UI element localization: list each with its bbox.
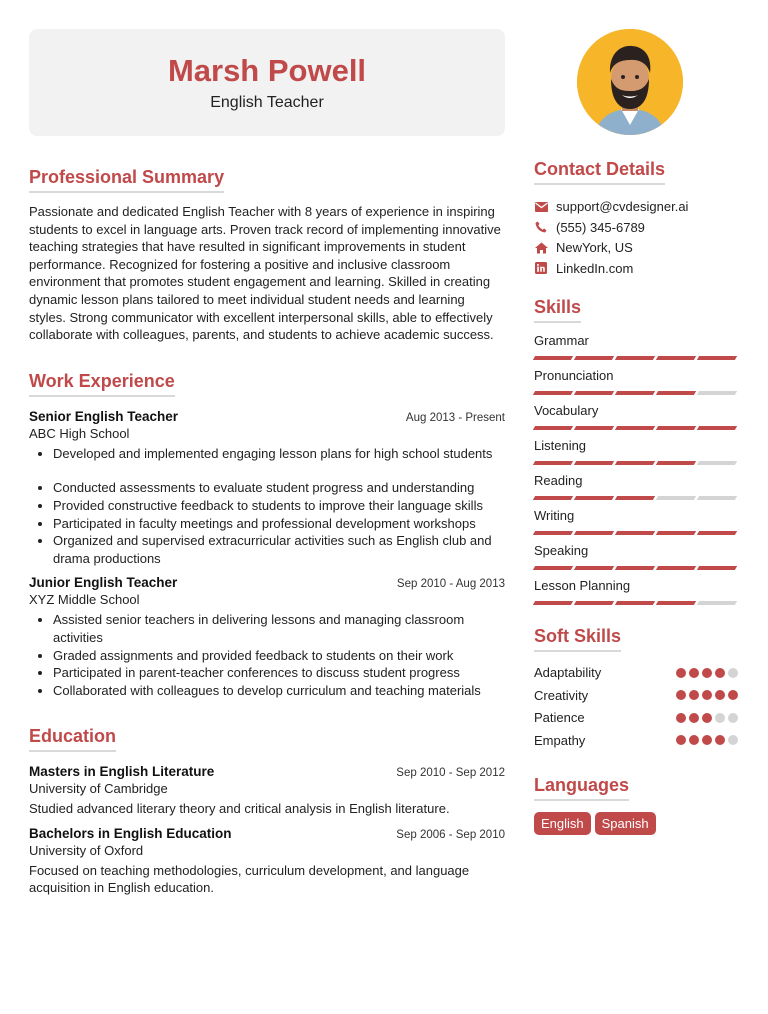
list-item: • Developed and implemented engaging lesson plans for high school students [53,445,505,463]
skill-level-bar [534,601,738,605]
skill-level-bar [534,566,738,570]
education-heading: Education [29,725,116,752]
skill-item [534,578,738,605]
job-title: Senior English Teacher [29,408,179,424]
location-text: NewYork, US [556,240,633,255]
profile-photo [577,29,683,135]
soft-skill-item [534,707,738,730]
skill-level-bar [534,426,738,430]
rating-dot [728,668,738,678]
contact-email[interactable] [534,199,738,214]
linkedin-icon [534,261,548,275]
soft-skills-list [534,662,738,752]
rating-dot [676,668,686,678]
skills-list [534,333,738,605]
skill-level-segment [615,356,655,360]
phone-text: (555) 345-6789 [556,219,645,235]
skill-level-segment [533,391,573,395]
degree-title: Bachelors in English Education [29,825,232,841]
soft-skill-name: Adaptability [534,665,602,681]
list-item: • Conducted assessments to evaluate student progress and understanding [53,479,505,497]
rating-dot [715,713,725,723]
summary-text: Passionate and dedicated English Teacher with 8 years of experience in inspiring students to excel in language arts. Proven track record of implementing innovative teaching strategies that have resulted in significant improvements in student performance. Recognized for fostering a positive and inclusive classroom environment that promotes student engagement and learning. Skilled in creating dynamic lesson plans tailored to meet individual student needs and learning styles. Strong communicator with excellent interpersonal skills, able to effectively collaborate with colleagues, parents, and students to achieve academic success. [29,204,501,343]
skill-level-segment [656,461,696,465]
school-name: University of Cambridge [29,781,168,797]
rating-dot [728,713,738,723]
skill-level-segment [533,426,573,430]
job-organization: XYZ Middle School [29,592,140,608]
language-badge: English [534,812,591,835]
skill-level-bar [534,531,738,535]
skill-item [534,508,738,535]
rating-dot [676,690,686,700]
skill-level-segment [574,426,614,430]
rating-dot [715,735,725,745]
rating-dot [689,668,699,678]
soft-skill-rating [676,690,738,700]
job-entry [29,409,505,568]
skill-level-segment [656,356,696,360]
skill-level-segment [656,496,696,500]
soft-skill-item [534,684,738,707]
soft-skill-name: Creativity [534,687,589,703]
rating-dot [702,713,712,723]
skill-level-segment [697,391,737,395]
header-banner [29,29,505,136]
skill-item [534,403,738,430]
soft-skill-rating [676,735,738,745]
list-item: • Graded assignments and provided feedback to students on their work [53,647,505,665]
summary-heading: Professional Summary [29,166,224,193]
job-title: Junior English Teacher [29,575,178,591]
soft-skill-rating [676,713,738,723]
skill-level-segment [656,566,696,570]
rating-dot [689,735,699,745]
person-portrait-icon [577,29,683,135]
phone-icon [534,220,548,234]
skill-level-segment [574,601,614,605]
list-item: • Provided constructive feedback to students to improve their language skills [53,497,505,515]
skill-level-segment [574,566,614,570]
education-entry [29,826,505,897]
skill-level-segment [697,356,737,360]
rating-dot [702,735,712,745]
skill-level-segment [615,496,655,500]
job-dates: Sep 2010 - Aug 2013 [396,578,505,591]
skill-level-segment [574,496,614,500]
skill-level-segment [656,531,696,535]
rating-dot [702,690,712,700]
skill-level-bar [534,461,738,465]
right-column [534,158,738,835]
skill-name: Speaking [534,542,589,558]
contact-location [534,240,738,255]
skill-level-segment [533,461,573,465]
home-icon [534,241,548,255]
rating-dot [702,668,712,678]
skill-level-bar [534,391,738,395]
rating-dot [728,690,738,700]
soft-skill-item [534,662,738,685]
skill-level-segment [656,601,696,605]
skill-level-segment [574,461,614,465]
skill-item [534,438,738,465]
skill-level-segment [533,356,573,360]
job-bullets [29,445,505,568]
list-item: • Participated in faculty meetings and professional development workshops [53,515,505,533]
skill-level-bar [534,356,738,360]
email-text: support@cvdesigner.ai [556,199,689,214]
language-badge: Spanish [595,812,656,835]
contact-heading: Contact Details [534,158,665,185]
skill-level-segment [656,426,696,430]
skill-level-segment [656,391,696,395]
skill-level-bar [534,496,738,500]
soft-skill-item [534,729,738,752]
skill-item [534,543,738,570]
candidate-title: English Teacher [210,94,324,111]
job-dates: Aug 2013 - Present [405,411,505,424]
skill-level-segment [615,391,655,395]
skill-name: Reading [534,472,583,488]
soft-skill-rating [676,668,738,678]
rating-dot [715,668,725,678]
skill-level-segment [697,601,737,605]
linkedin-text: LinkedIn.com [556,260,634,276]
skill-name: Lesson Planning [534,577,631,593]
skill-name: Vocabulary [534,402,599,418]
skill-item [534,333,738,360]
rating-dot [715,690,725,700]
education-dates: Sep 2010 - Sep 2012 [396,767,505,780]
skill-level-segment [697,496,737,500]
skill-item [534,473,738,500]
education-entry [29,764,505,818]
list-item: • Participated in parent-teacher conferences to discuss student progress [53,664,505,682]
rating-dot [676,713,686,723]
skill-level-segment [574,531,614,535]
envelope-icon [534,200,548,214]
skill-level-segment [697,461,737,465]
soft-skills-heading: Soft Skills [534,625,621,652]
education-dates: Sep 2006 - Sep 2010 [396,828,505,841]
skill-level-segment [615,426,655,430]
skills-heading: Skills [534,296,581,323]
soft-skill-name: Empathy [534,732,586,748]
list-item: • Collaborated with colleagues to develop curriculum and teaching materials [53,682,505,700]
contact-linkedin[interactable] [534,261,738,276]
experience-heading: Work Experience [29,370,175,397]
skill-level-segment [533,601,573,605]
left-column [29,166,505,897]
skill-level-segment [615,601,655,605]
skill-level-segment [697,566,737,570]
skill-name: Pronunciation [534,367,614,383]
list-item: • Organized and supervised extracurricular activities such as English club and drama productions [53,532,505,567]
job-entry [29,575,505,699]
degree-title: Masters in English Literature [29,764,215,780]
skill-level-segment [533,566,573,570]
skill-level-segment [615,531,655,535]
rating-dot [689,713,699,723]
skill-name: Grammar [534,332,589,348]
skill-level-segment [533,496,573,500]
candidate-name: Marsh Powell [167,53,367,88]
rating-dot [676,735,686,745]
skill-name: Listening [534,437,587,453]
education-description: Focused on teaching methodologies, curriculum development, and language acquisition in English education. [29,862,470,896]
languages-heading: Languages [534,774,629,801]
rating-dot [689,690,699,700]
soft-skill-name: Patience [534,710,585,726]
skill-name: Writing [534,507,575,523]
school-name: University of Oxford [29,842,144,858]
list-item: • Assisted senior teachers in delivering lessons and managing classroom activities [53,611,505,646]
skill-level-segment [574,391,614,395]
job-bullets [29,611,505,699]
rating-dot [728,735,738,745]
skill-level-segment [533,531,573,535]
contact-phone[interactable] [534,220,738,235]
skill-level-segment [574,356,614,360]
skill-level-segment [697,426,737,430]
skill-item [534,368,738,395]
skill-level-segment [615,461,655,465]
skill-level-segment [615,566,655,570]
education-description: Studied advanced literary theory and critical analysis in English literature. [29,801,450,817]
job-organization: ABC High School [29,425,130,441]
skill-level-segment [697,531,737,535]
languages-list [534,812,738,835]
